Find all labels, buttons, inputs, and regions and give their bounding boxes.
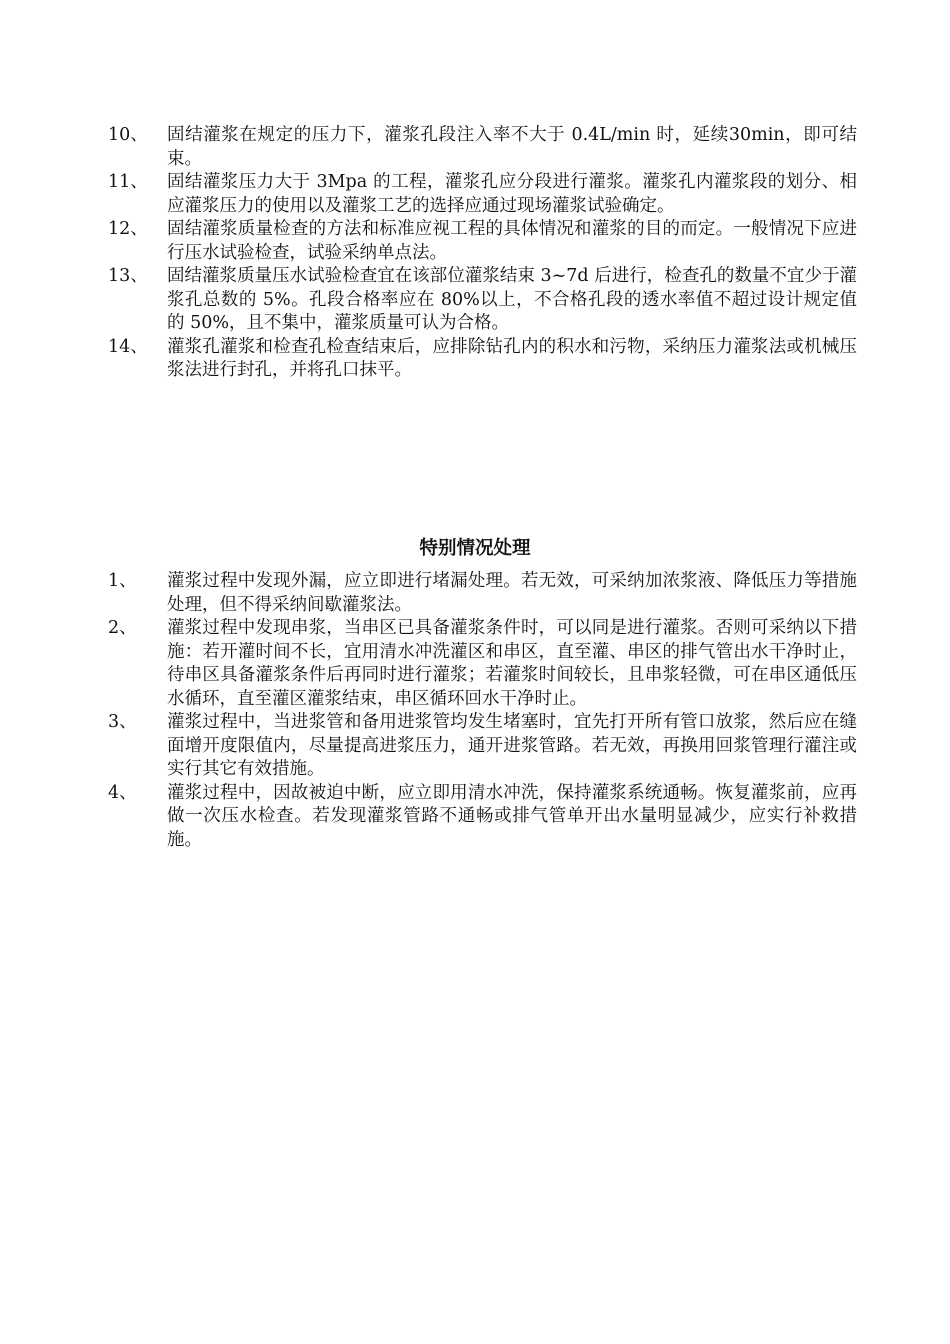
- item-number: 14、: [108, 336, 148, 357]
- list-item: [108, 124, 868, 171]
- list-item: [108, 617, 868, 711]
- item-text: 灌浆过程中，因故被迫中断，应立即用清水冲洗，保持灌浆系统通畅。恢复灌浆前，应再做一次压水检查。若发现灌浆管路不通畅或排气管单开出水量明显减少，应实行补救措施。: [167, 782, 857, 850]
- item-number: 13、: [108, 266, 148, 286]
- item-number: 1、: [108, 571, 137, 591]
- item-text: 固结灌浆在规定的压力下，灌浆孔段注入率不大于 0.4L/min 时，延续30min，即可结束。: [167, 125, 857, 169]
- special-cases-list: [108, 570, 868, 852]
- item-number: 10、: [108, 125, 148, 145]
- list-item: [108, 782, 868, 853]
- item-number: 11、: [108, 172, 148, 192]
- item-text: 固结灌浆压力大于 3Mpa 的工程，灌浆孔应分段进行灌浆。灌浆孔内灌浆段的划分、相应灌浆压力的使用以及灌浆工艺的选择应通过现场灌浆试验确定。: [167, 172, 857, 216]
- item-text: 固结灌浆质量检查的方法和标准应视工程的具体情况和灌浆的目的而定。一般情况下应进行压水试验检查，试验采纳单点法。: [167, 219, 857, 263]
- item-number: 3、: [108, 712, 137, 732]
- list-item: [108, 711, 868, 782]
- section-heading: 特别情况处理: [419, 538, 531, 560]
- item-number: 4、: [108, 782, 137, 803]
- item-text: 灌浆过程中发现外漏，应立即进行堵漏处理。若无效，可采纳加浓浆液、降低压力等措施处理，但不得采纳间歇灌浆法。: [167, 571, 857, 615]
- item-text: 固结灌浆质量压水试验检查宜在该部位灌浆结束 3~7d 后进行，检查孔的数量不宜少于灌浆孔总数的 5%。孔段合格率应在 80%以上，不合格孔段的透水率值不超过设计规定值的 50%，且不集中，灌浆质量可认为合格。: [167, 266, 857, 333]
- item-text: 灌浆孔灌浆和检查孔检查结束后，应排除钻孔内的积水和污物，采纳压力灌浆法或机械压浆法进行封孔，并将孔口抹平。: [167, 336, 857, 380]
- item-text: 灌浆过程中，当进浆管和备用进浆管均发生堵塞时，宜先打开所有管口放浆，然后应在缝面增开度限值内，尽量提高进浆压力，通开进浆管路。若无效，再换用回浆管理行灌注或实行其它有效措施。: [167, 712, 857, 779]
- item-number: 2、: [108, 618, 137, 638]
- list-item: [108, 570, 868, 617]
- construction-rules-list: [108, 124, 868, 383]
- list-item: [108, 336, 868, 383]
- list-item: [108, 265, 868, 336]
- list-item: [108, 218, 868, 265]
- item-number: 12、: [108, 219, 148, 239]
- list-item: [108, 171, 868, 218]
- item-text: 灌浆过程中发现串浆，当串区已具备灌浆条件时，可以同是进行灌浆。否则可采纳以下措施：若开灌时间不长，宜用清水冲洗灌区和串区，直至灌、串区的排气管出水干净时止，待串区具备灌浆条件后再同时进行灌浆；若灌浆时间较长，且串浆轻微，可在串区通低压水循环，直至灌区灌浆结束，串区循环回水干净时止。: [167, 618, 857, 709]
